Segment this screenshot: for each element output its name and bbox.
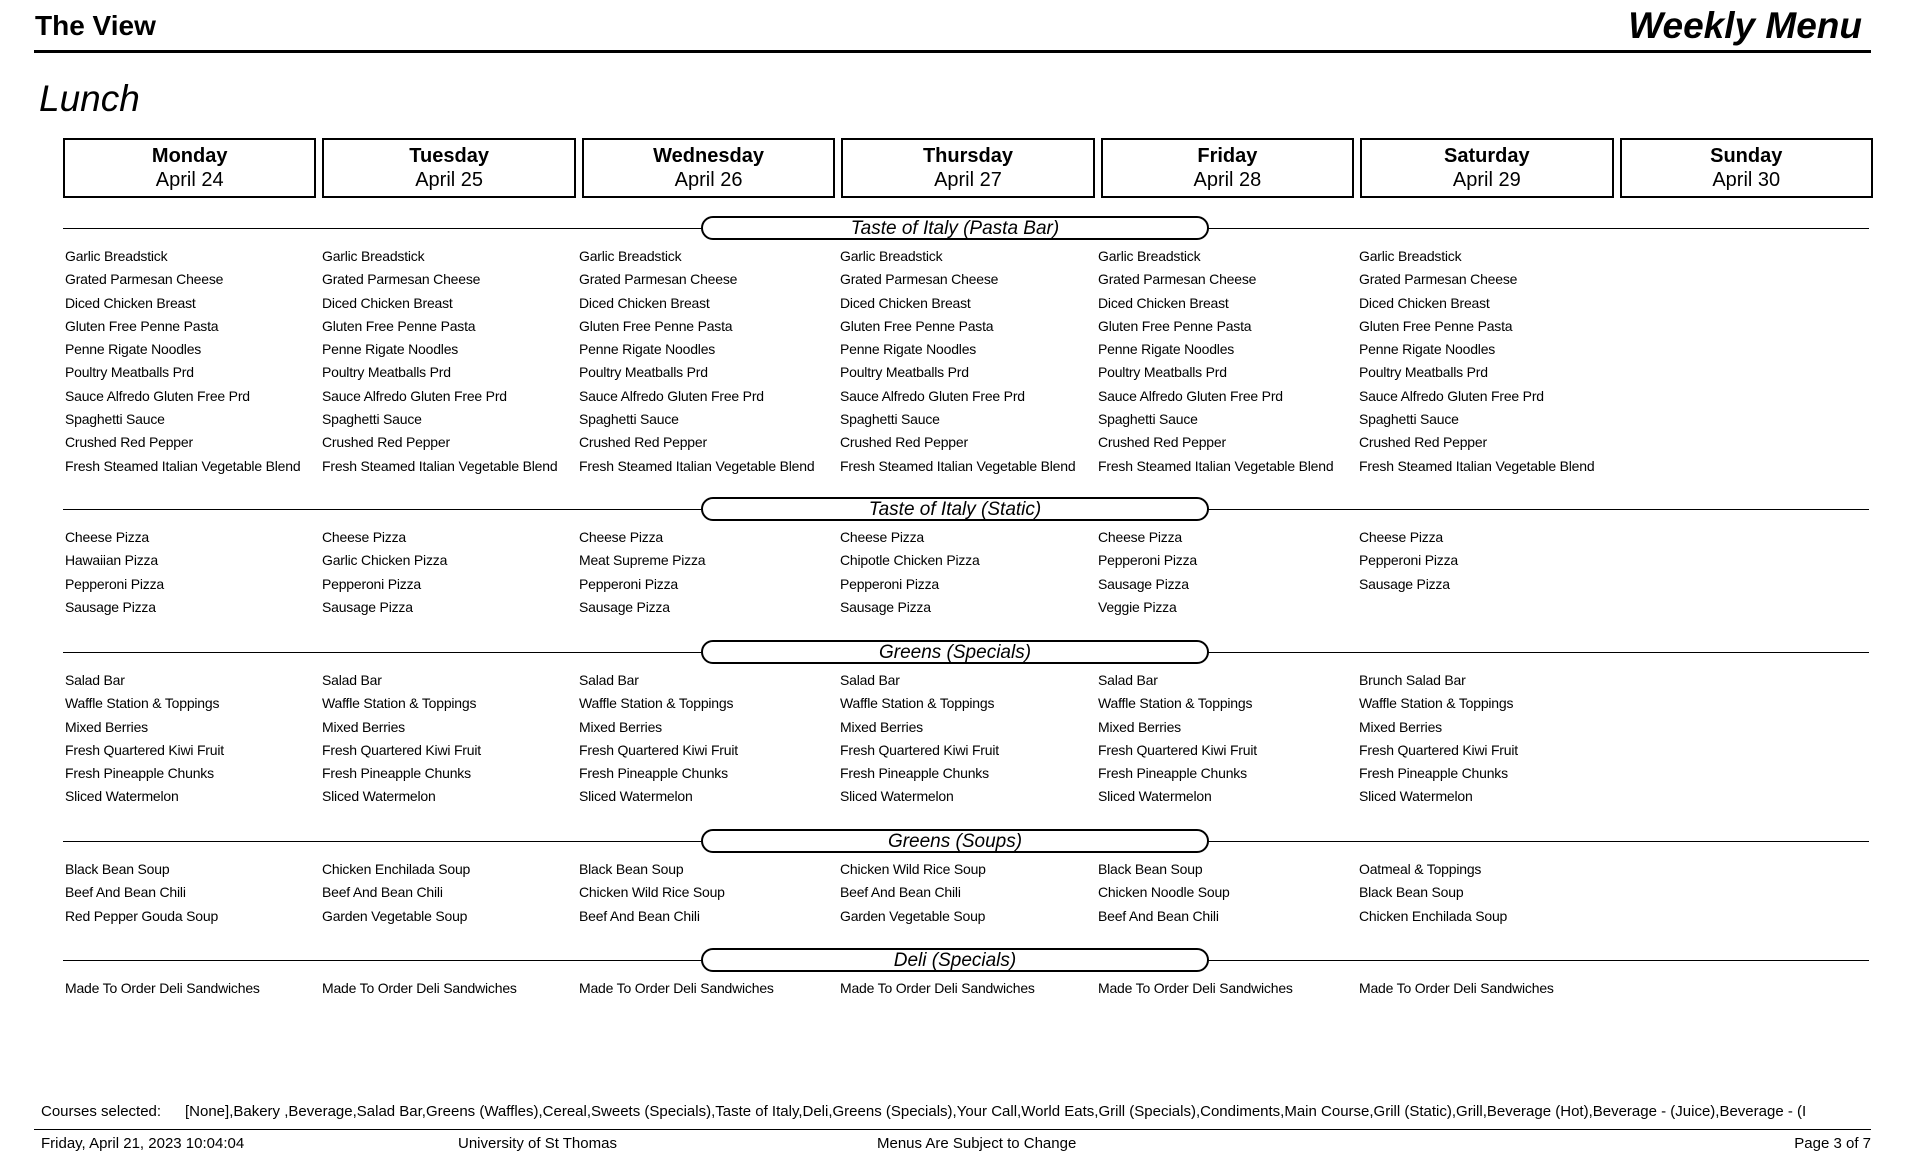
day-column: [1098, 526, 1197, 619]
menu-item: Penne Rigate Noodles: [65, 341, 202, 358]
day-header-saturday: [1360, 138, 1613, 198]
menu-item: Fresh Quartered Kiwi Fruit: [322, 741, 481, 758]
day-column: [65, 977, 260, 1000]
menu-item: Poultry Meatballs Prd: [65, 364, 194, 381]
day-name: Wednesday: [653, 145, 764, 167]
menu-item: Sausage Pizza: [579, 598, 670, 615]
menu-item: Sausage Pizza: [840, 598, 931, 615]
menu-item: Cheese Pizza: [322, 529, 406, 545]
menu-item: Diced Chicken Breast: [840, 294, 971, 311]
menu-item: Diced Chicken Breast: [65, 294, 196, 311]
day-name: Sunday: [1710, 145, 1783, 167]
menu-item: Crushed Red Pepper: [840, 434, 968, 451]
menu-item: Grated Parmesan Cheese: [579, 271, 738, 288]
menu-item: Fresh Quartered Kiwi Fruit: [840, 741, 999, 758]
institution-name: University of St Thomas: [458, 1135, 617, 1152]
menu-item: Poultry Meatballs Prd: [1098, 364, 1227, 381]
menu-item: Sausage Pizza: [1098, 575, 1189, 592]
day-column: [840, 858, 986, 928]
menu-item: Waffle Station & Toppings: [65, 695, 220, 712]
day-header-monday: [63, 138, 316, 198]
menu-item: Spaghetti Sauce: [322, 411, 422, 428]
day-column: [322, 526, 447, 619]
menu-item: Sausage Pizza: [1359, 575, 1450, 592]
day-column: [1098, 245, 1333, 478]
day-column: [1098, 858, 1230, 928]
menu-item: Poultry Meatballs Prd: [1359, 364, 1488, 381]
menu-item: Mixed Berries: [579, 718, 662, 735]
menu-item: Sauce Alfredo Gluten Free Prd: [840, 387, 1025, 404]
menu-item: Fresh Pineapple Chunks: [579, 765, 728, 782]
menu-item: Crushed Red Pepper: [1098, 434, 1226, 451]
menu-item: Fresh Steamed Italian Vegetable Blend: [579, 457, 815, 474]
menu-item: Penne Rigate Noodles: [1098, 341, 1235, 358]
menu-item: Garlic Breadstick: [579, 248, 682, 264]
menu-item: Fresh Steamed Italian Vegetable Blend: [840, 457, 1076, 474]
menu-item: Sausage Pizza: [322, 598, 413, 615]
day-column: [65, 245, 300, 478]
menu-item: Poultry Meatballs Prd: [322, 364, 451, 381]
menu-item: Garlic Breadstick: [65, 248, 168, 264]
day-header-thursday: [841, 138, 1094, 198]
menu-item: Sliced Watermelon: [65, 788, 179, 805]
menu-item: Salad Bar: [1098, 672, 1158, 688]
menu-item: Pepperoni Pizza: [840, 575, 939, 592]
day-header-friday: [1101, 138, 1354, 198]
menu-item: Pepperoni Pizza: [1098, 552, 1197, 569]
menu-item: Fresh Quartered Kiwi Fruit: [1098, 741, 1257, 758]
day-date: April 27: [934, 169, 1002, 191]
menu-item: Fresh Pineapple Chunks: [65, 765, 214, 782]
menu-item: Meat Supreme Pizza: [579, 552, 706, 569]
day-column: [840, 669, 999, 809]
menu-item: Pepperoni Pizza: [65, 575, 164, 592]
section-header: [63, 497, 1869, 523]
day-column: [1098, 669, 1257, 809]
section-header: [63, 829, 1869, 855]
menu-item: Penne Rigate Noodles: [840, 341, 977, 358]
day-name: Monday: [151, 145, 228, 167]
menu-item: Mixed Berries: [1098, 718, 1181, 735]
menu-item: Garlic Breadstick: [1098, 248, 1201, 264]
menu-item: Sliced Watermelon: [1098, 788, 1212, 805]
menu-item: Sausage Pizza: [65, 598, 156, 615]
section-header: [63, 640, 1869, 666]
menu-item: Chicken Noodle Soup: [1098, 884, 1230, 901]
day-column: [1359, 977, 1554, 1000]
section-title: Deli (Specials): [701, 948, 1209, 972]
menu-item: Made To Order Deli Sandwiches: [1098, 980, 1293, 996]
day-name: Tuesday: [409, 145, 489, 167]
menu-item: Oatmeal & Toppings: [1359, 861, 1482, 877]
menu-item: Made To Order Deli Sandwiches: [579, 980, 774, 996]
menu-item: Fresh Quartered Kiwi Fruit: [65, 741, 224, 758]
menu-item: Pepperoni Pizza: [1359, 552, 1458, 569]
section-title: Taste of Italy (Pasta Bar): [701, 216, 1209, 240]
menu-item: Spaghetti Sauce: [65, 411, 165, 428]
menu-item: Salad Bar: [322, 672, 382, 688]
menu-item: Sliced Watermelon: [322, 788, 436, 805]
menu-item: Fresh Quartered Kiwi Fruit: [1359, 741, 1518, 758]
menu-item: Mixed Berries: [65, 718, 148, 735]
menu-item: Beef And Bean Chili: [1098, 907, 1219, 924]
menu-item: Salad Bar: [65, 672, 125, 688]
day-column: [840, 245, 1075, 478]
menu-item: Garlic Breadstick: [1359, 248, 1462, 264]
menu-item: Waffle Station & Toppings: [1359, 695, 1514, 712]
day-name: Saturday: [1444, 145, 1530, 167]
page-number: Page 3 of 7: [1794, 1135, 1871, 1152]
menu-item: Cheese Pizza: [1359, 529, 1443, 545]
day-column: [1359, 858, 1507, 928]
day-column: [840, 526, 980, 619]
menu-item: Hawaiian Pizza: [65, 552, 158, 569]
menu-item: Sauce Alfredo Gluten Free Prd: [322, 387, 507, 404]
menu-item: Black Bean Soup: [65, 861, 170, 877]
menu-item: Fresh Pineapple Chunks: [322, 765, 471, 782]
menu-item: Sauce Alfredo Gluten Free Prd: [1359, 387, 1544, 404]
menu-item: Garlic Breadstick: [322, 248, 425, 264]
menu-item: Crushed Red Pepper: [322, 434, 450, 451]
menu-item: Chicken Enchilada Soup: [1359, 907, 1508, 924]
menu-item: Chicken Wild Rice Soup: [840, 861, 986, 877]
menu-item: Sliced Watermelon: [840, 788, 954, 805]
menu-item: Chicken Enchilada Soup: [322, 861, 471, 877]
menu-item: Mixed Berries: [840, 718, 923, 735]
footer-divider: [34, 1129, 1871, 1130]
menu-item: Pepperoni Pizza: [322, 575, 421, 592]
menu-item: Beef And Bean Chili: [322, 884, 443, 901]
courses-label: Courses selected:: [41, 1103, 162, 1120]
menu-item: Mixed Berries: [1359, 718, 1442, 735]
section-title: Greens (Specials): [701, 640, 1209, 664]
day-column: [322, 858, 470, 928]
menu-item: Brunch Salad Bar: [1359, 672, 1466, 688]
menu-item: Spaghetti Sauce: [1098, 411, 1198, 428]
menu-item: Fresh Steamed Italian Vegetable Blend: [1098, 457, 1334, 474]
day-name: Friday: [1197, 145, 1258, 167]
menu-section: [63, 497, 1869, 615]
day-column: [1098, 977, 1293, 1000]
menu-item: Beef And Bean Chili: [65, 884, 186, 901]
day-column: [1359, 669, 1518, 809]
menu-item: Crushed Red Pepper: [65, 434, 193, 451]
menu-item: Fresh Steamed Italian Vegetable Blend: [1359, 457, 1595, 474]
menu-item: Grated Parmesan Cheese: [1359, 271, 1518, 288]
menu-item: Spaghetti Sauce: [1359, 411, 1459, 428]
menu-item: Fresh Pineapple Chunks: [1359, 765, 1508, 782]
menu-item: Salad Bar: [579, 672, 639, 688]
document-title: Weekly Menu: [1628, 5, 1862, 46]
menu-item: Made To Order Deli Sandwiches: [65, 980, 260, 996]
menu-item: Poultry Meatballs Prd: [840, 364, 969, 381]
day-header-wednesday: [582, 138, 835, 198]
day-date: April 26: [674, 169, 743, 191]
menu-item: Fresh Quartered Kiwi Fruit: [579, 741, 738, 758]
menu-item: Fresh Pineapple Chunks: [840, 765, 989, 782]
menu-item: Gluten Free Penne Pasta: [840, 317, 994, 334]
day-column: [65, 526, 164, 619]
menu-item: Grated Parmesan Cheese: [322, 271, 481, 288]
day-header-row: [63, 138, 1873, 198]
menu-item: Garlic Chicken Pizza: [322, 552, 448, 569]
menu-item: Sliced Watermelon: [579, 788, 693, 805]
day-name: Thursday: [922, 145, 1013, 167]
menu-item: Made To Order Deli Sandwiches: [1359, 980, 1554, 996]
header-divider: [34, 50, 1871, 53]
menu-item: Gluten Free Penne Pasta: [579, 317, 733, 334]
menu-item: Made To Order Deli Sandwiches: [322, 980, 517, 996]
menu-item: Penne Rigate Noodles: [1359, 341, 1496, 358]
menu-item: Diced Chicken Breast: [322, 294, 453, 311]
menu-item: Garden Vegetable Soup: [322, 907, 468, 924]
menu-item: Gluten Free Penne Pasta: [1098, 317, 1252, 334]
meal-title: Lunch: [39, 78, 140, 119]
day-date: April 24: [155, 169, 224, 191]
menu-item: Waffle Station & Toppings: [322, 695, 477, 712]
menu-item: Cheese Pizza: [840, 529, 924, 545]
menu-item: Black Bean Soup: [1098, 861, 1203, 877]
menu-item: Spaghetti Sauce: [840, 411, 940, 428]
menu-item: Waffle Station & Toppings: [579, 695, 734, 712]
menu-item: Poultry Meatballs Prd: [579, 364, 708, 381]
menu-item: Gluten Free Penne Pasta: [1359, 317, 1513, 334]
menu-item: Beef And Bean Chili: [840, 884, 961, 901]
menu-item: Diced Chicken Breast: [1098, 294, 1229, 311]
menu-item: Cheese Pizza: [1098, 529, 1182, 545]
menu-item: Sauce Alfredo Gluten Free Prd: [1098, 387, 1283, 404]
day-column: [322, 669, 481, 809]
day-column: [1359, 526, 1458, 596]
menu-item: Cheese Pizza: [579, 529, 663, 545]
menu-section: [63, 829, 1869, 924]
menu-item: Garlic Breadstick: [840, 248, 943, 264]
menu-item: Black Bean Soup: [1359, 884, 1464, 901]
menu-section: [63, 216, 1869, 474]
day-column: [840, 977, 1035, 1000]
menu-item: Veggie Pizza: [1098, 598, 1177, 615]
menu-item: Chicken Wild Rice Soup: [579, 884, 725, 901]
menu-item: Chipotle Chicken Pizza: [840, 552, 980, 569]
menu-item: Cheese Pizza: [65, 529, 149, 545]
menu-item: Spaghetti Sauce: [579, 411, 679, 428]
day-column: [579, 669, 738, 809]
section-title: Greens (Soups): [701, 829, 1209, 853]
section-title: Taste of Italy (Static): [701, 497, 1209, 521]
menu-item: Salad Bar: [840, 672, 900, 688]
menu-item: Diced Chicken Breast: [1359, 294, 1490, 311]
menu-item: Penne Rigate Noodles: [322, 341, 459, 358]
menu-item: Black Bean Soup: [579, 861, 684, 877]
menu-item: Sliced Watermelon: [1359, 788, 1473, 805]
day-column: [65, 669, 224, 809]
day-column: [579, 977, 774, 1000]
menu-item: Diced Chicken Breast: [579, 294, 710, 311]
menu-item: Grated Parmesan Cheese: [1098, 271, 1257, 288]
menu-item: Fresh Steamed Italian Vegetable Blend: [322, 457, 558, 474]
menu-item: Garden Vegetable Soup: [840, 907, 986, 924]
menu-item: Beef And Bean Chili: [579, 907, 700, 924]
menu-item: Red Pepper Gouda Soup: [65, 907, 219, 924]
menu-item: Waffle Station & Toppings: [840, 695, 995, 712]
menu-item: Pepperoni Pizza: [579, 575, 678, 592]
courses-value: [None],Bakery ,Beverage,Salad Bar,Greens (Waffles),Cereal,Sweets (Specials),Taste of Italy,Deli,Greens (Specials),Your Call,World Eats,Grill (Specials),Condiments,Main Course,Grill (Static),Grill,Beverage (Hot),Beverage - (Juice),Beverage - (I: [185, 1103, 1807, 1120]
day-date: April 28: [1193, 169, 1262, 191]
disclaimer: Menus Are Subject to Change: [877, 1135, 1077, 1152]
menu-item: Grated Parmesan Cheese: [65, 271, 224, 288]
day-column: [579, 245, 814, 478]
menu-item: Made To Order Deli Sandwiches: [840, 980, 1035, 996]
menu-item: Mixed Berries: [322, 718, 405, 735]
day-date: April 30: [1712, 169, 1781, 191]
menu-item: Gluten Free Penne Pasta: [65, 317, 219, 334]
menu-item: Crushed Red Pepper: [579, 434, 707, 451]
day-column: [579, 526, 705, 619]
day-header-tuesday: [322, 138, 575, 198]
menu-item: Grated Parmesan Cheese: [840, 271, 999, 288]
menu-section: [63, 640, 1869, 805]
day-column: [322, 245, 557, 478]
day-header-sunday: [1620, 138, 1873, 198]
brand-name: The View: [35, 10, 156, 41]
menu-item: Fresh Steamed Italian Vegetable Blend: [65, 457, 301, 474]
day-column: [322, 977, 517, 1000]
print-timestamp: Friday, April 21, 2023 10:04:04: [41, 1135, 245, 1152]
menu-item: Penne Rigate Noodles: [579, 341, 716, 358]
menu-item: Fresh Pineapple Chunks: [1098, 765, 1247, 782]
menu-item: Gluten Free Penne Pasta: [322, 317, 476, 334]
menu-item: Crushed Red Pepper: [1359, 434, 1487, 451]
day-date: April 29: [1452, 169, 1521, 191]
menu-item: Waffle Station & Toppings: [1098, 695, 1253, 712]
menu-item: Sauce Alfredo Gluten Free Prd: [579, 387, 764, 404]
menu-item: Sauce Alfredo Gluten Free Prd: [65, 387, 250, 404]
section-header: [63, 948, 1869, 974]
day-date: April 25: [415, 169, 484, 191]
menu-section: [63, 948, 1869, 996]
section-header: [63, 216, 1869, 242]
courses-selected: [41, 1102, 1871, 1122]
day-column: [579, 858, 725, 928]
day-column: [1359, 245, 1594, 478]
day-column: [65, 858, 218, 928]
